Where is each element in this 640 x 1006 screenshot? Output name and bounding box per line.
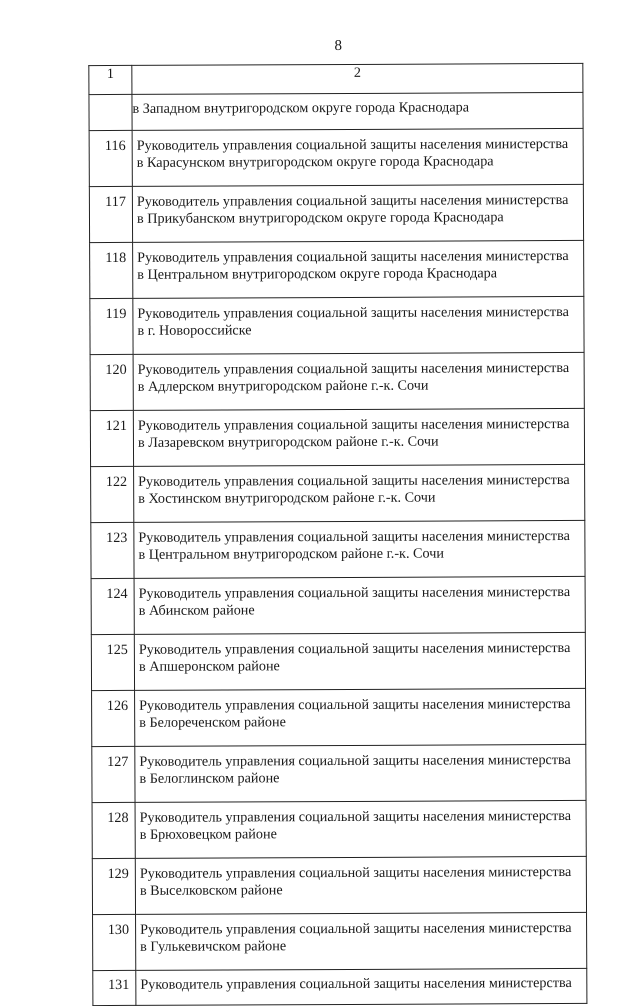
row-title — [134, 576, 585, 634]
row-title-line1: Руководитель управления социальной защиты населения министерства — [138, 639, 571, 658]
row-title-line1: Руководитель управления социальной защиты населения министерства — [137, 415, 570, 434]
row-number: 128 — [92, 802, 135, 858]
header-col-number: 1 — [89, 65, 132, 94]
row-title — [135, 856, 586, 914]
continuation-row — [89, 92, 583, 130]
row-title-line1: Руководитель управления социальной защиты населения министерства — [136, 192, 569, 210]
header-col-title: 2 — [132, 63, 583, 94]
row-title-line2: в Адлерском внутригородском районе г.-к. Сочи — [137, 377, 429, 395]
row-title-line1: Руководитель управления социальной защиты населения министерства — [140, 974, 572, 993]
row-title-line2: в Прикубанском внутригородском округе города Краснодара — [136, 209, 504, 227]
row-title — [134, 632, 585, 690]
table-row — [91, 464, 585, 522]
row-title-line1: Руководитель управления социальной защиты населения министерства — [137, 248, 569, 266]
row-title — [135, 744, 586, 802]
row-number: 130 — [93, 914, 136, 970]
table-row — [90, 240, 584, 298]
row-title-line2: в Белореченском районе — [139, 714, 286, 731]
continuation-text: в Западном внутригородском округе города Краснодара — [132, 92, 583, 130]
row-number: 129 — [92, 858, 135, 914]
row-title — [132, 184, 583, 242]
row-number: 123 — [91, 522, 134, 578]
row-title-line2: в Центральном внутригородском районе г.-к. Сочи — [138, 545, 444, 563]
table-row — [91, 632, 585, 690]
row-title-line2: в Выселковском районе — [139, 882, 283, 899]
table-row-partial — [93, 968, 587, 1005]
table-row — [90, 296, 584, 354]
row-title — [133, 408, 584, 466]
row-title — [132, 128, 583, 186]
row-number: 121 — [90, 410, 133, 466]
row-title-line1: Руководитель управления социальной защиты населения министерства — [136, 136, 569, 154]
table-row — [90, 408, 584, 466]
row-title — [135, 800, 586, 858]
row-number: 120 — [90, 354, 133, 410]
row-title — [136, 968, 587, 1005]
row-number: 124 — [91, 578, 134, 634]
table-row — [91, 520, 585, 578]
table-row — [89, 184, 583, 242]
row-number: 127 — [92, 746, 135, 802]
table-row — [90, 352, 584, 410]
row-title — [133, 296, 584, 354]
row-title-line2: в Белоглинском районе — [139, 770, 280, 787]
row-title-line2: в Центральном внутригородском округе города Краснодара — [137, 265, 498, 283]
page-number: 8 — [334, 37, 343, 55]
row-title-line1: Руководитель управления социальной защиты населения министерства — [140, 919, 572, 938]
row-number: 131 — [93, 970, 136, 1005]
table-row — [92, 856, 586, 914]
positions-table — [88, 63, 587, 1006]
table-row — [89, 128, 583, 186]
table-row — [92, 800, 586, 858]
row-title — [133, 352, 584, 410]
row-title-line2: в Хостинском внутригородском районе г.-к. Сочи — [138, 489, 436, 507]
row-number: 125 — [91, 634, 134, 690]
row-title-line1: Руководитель управления социальной защиты населения министерства — [139, 695, 571, 714]
row-title — [136, 912, 587, 970]
row-number: 116 — [89, 130, 132, 186]
row-number: 126 — [92, 690, 135, 746]
row-title-line2: в Лазаревском внутригородском районе г.-к. Сочи — [137, 433, 439, 451]
row-title — [133, 240, 584, 298]
row-title-line2: в Брюховецком районе — [139, 826, 277, 843]
row-title-line2: в Апшеронском районе — [138, 658, 280, 675]
row-title-line2: в г. Новороссийске — [137, 322, 252, 339]
row-title-line1: Руководитель управления социальной защиты населения министерства — [137, 304, 569, 322]
row-title-line1: Руководитель управления социальной защиты населения министерства — [139, 807, 572, 826]
row-number: 122 — [91, 466, 134, 522]
row-title — [135, 688, 586, 746]
table-row — [92, 744, 586, 802]
row-title — [134, 464, 585, 522]
row-title-line1: Руководитель управления социальной защиты населения министерства — [139, 751, 571, 770]
continuation-number-cell — [89, 94, 132, 130]
table-header-row — [89, 63, 583, 94]
row-title-line1: Руководитель управления социальной защиты населения министерства — [137, 359, 570, 378]
row-title-line1: Руководитель управления социальной защиты населения министерства — [138, 527, 570, 546]
row-title — [134, 520, 585, 578]
table-row — [91, 576, 585, 634]
row-number: 118 — [90, 242, 133, 298]
row-title-line1: Руководитель управления социальной защиты населения министерства — [138, 583, 571, 602]
row-title-line1: Руководитель управления социальной защиты населения министерства — [139, 863, 572, 882]
row-title-line2: в Карасунском внутригородском округе города Краснодара — [136, 153, 494, 171]
table-row — [92, 688, 586, 746]
row-number: 119 — [90, 298, 133, 354]
row-title-line1: Руководитель управления социальной защиты населения министерства — [138, 471, 570, 490]
table-row — [93, 912, 587, 970]
row-title-line2: в Гулькевичском районе — [140, 938, 287, 955]
row-title-line2: в Абинском районе — [138, 602, 255, 619]
row-number: 117 — [89, 186, 132, 242]
